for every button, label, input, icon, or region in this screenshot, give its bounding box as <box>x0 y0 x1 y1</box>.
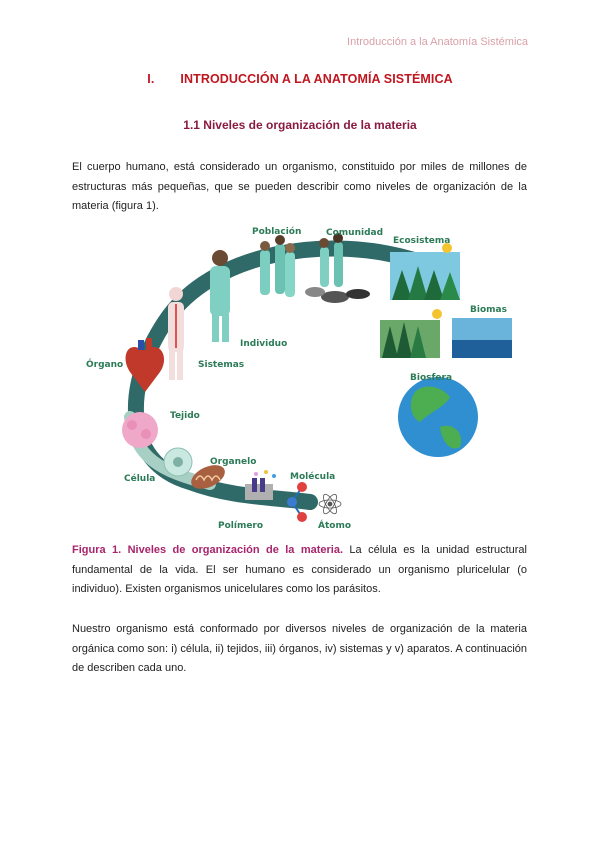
chapter-title <box>0 72 600 86</box>
tissue-image <box>122 412 158 448</box>
chapter-number: I. <box>147 72 155 86</box>
levels-illustration <box>80 222 520 534</box>
figure-levels-of-organization <box>80 222 520 534</box>
label-polimero: Polímero <box>218 521 264 531</box>
cell-image <box>164 448 192 476</box>
label-biosfera: Biosfera <box>410 373 453 383</box>
population-figures <box>260 235 295 297</box>
label-poblacion: Población <box>252 227 302 237</box>
label-biomas: Biomas <box>470 305 507 315</box>
intro-paragraph: El cuerpo humano, está considerado un organismo, constituido por miles de millones de estructuras más pequeñas, que se pueden describir como niveles de organización de la materia (figura 1). <box>72 161 527 212</box>
label-individuo: Individuo <box>240 339 288 349</box>
label-tejido: Tejido <box>170 411 200 421</box>
label-molecula: Molécula <box>290 472 336 482</box>
section-title: 1.1 Niveles de organización de la materia <box>183 118 417 132</box>
label-sistemas: Sistemas <box>198 360 245 370</box>
label-organelo: Organelo <box>210 457 257 467</box>
biomes-image <box>380 309 512 358</box>
running-header: Introducción a la Anatomía Sistémica <box>347 36 528 48</box>
levels-paragraph: Nuestro organismo está conformado por diversos niveles de organización de la materia orgánica como son: i) célula, ii) tejidos, iii) órganos, iv) sistemas y v) aparatos. A continuación de describen cada uno. <box>72 623 527 674</box>
figure-caption <box>72 541 527 600</box>
label-celula: Célula <box>124 474 156 484</box>
caption-text: La célula es la unidad estructural fundamental de la vida. El ser humano es considerado un organismo pluricelular (o individuo). Existen organismos unicelulares como los parásitos. <box>72 544 527 595</box>
polymer-image <box>245 470 276 500</box>
caption-lead: Figura 1. Niveles de organización de la materia. <box>72 544 344 556</box>
atom-image <box>319 492 341 515</box>
label-comunidad: Comunidad <box>326 228 384 238</box>
chapter-title-text: INTRODUCCIÓN A LA ANATOMÍA SISTÉMICA <box>180 72 453 86</box>
earth-globe <box>398 377 478 457</box>
label-atomo: Átomo <box>318 521 352 531</box>
label-organo: Órgano <box>86 360 124 370</box>
label-ecosistema: Ecosistema <box>393 236 451 246</box>
